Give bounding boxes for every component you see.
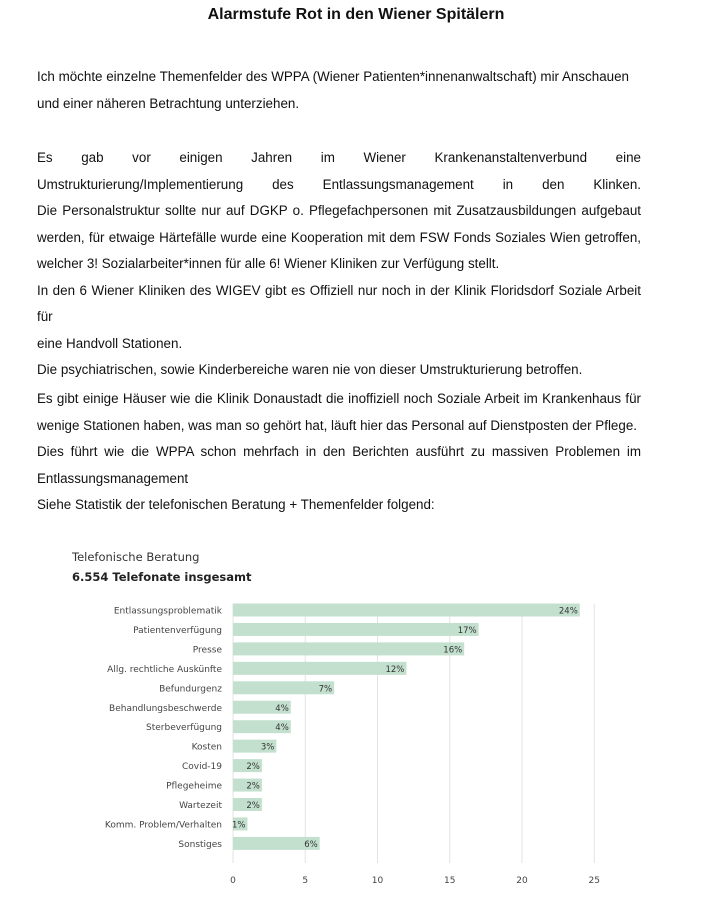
data-label: 12% [385,664,405,675]
category-label: Patientenverfügung [133,625,222,636]
text-line: und einer näheren Betrachtung unterziehen. [37,95,300,111]
chart-subtitle: 6.554 Telefonate insgesamt [72,570,252,584]
x-tick-label: 25 [588,876,600,886]
data-label: 1% [231,820,246,831]
category-label: Behandlungsbeschwerde [109,703,222,714]
text-line: Ich möchte einzelne Themenfelder des WPPA (Wiener Patienten*innenanwaltschaft) mir Anschauen [37,69,629,84]
text-line: Es gibt einige Häuser wie die Klinik Donaustadt die inoffiziell noch Soziale Arbeit im Krankenhaus für [37,391,641,406]
data-label: 4% [275,703,289,714]
text-line: eine Handvoll Stationen. [37,335,183,351]
text-line: Die psychiatrischen, sowie Kinderbereiche waren nie von dieser Umstrukturierung betroffen. [37,362,583,377]
category-label: Wartezeit [179,801,222,811]
text-line: Umstrukturierung/Implementierung des Entlassungsmanagement in den Klinken. [37,176,641,192]
bar [233,604,580,617]
bar-chart [0,597,712,917]
data-label: 7% [318,684,333,695]
category-label: Presse [192,645,222,656]
data-label: 3% [260,742,275,753]
category-label: Pflegeheime [166,781,222,792]
paragraph-restructuring [37,145,641,384]
text-line: werden, für etwaige Härtefälle wurde eine Kooperation mit dem FSW Fonds Soziales Wien getroffen, [37,229,641,245]
x-tick-label: 15 [444,876,456,886]
x-tick-label: 20 [516,876,528,886]
text-line: welcher 3! Sozialarbeiter*innen für alle 6! Wiener Kliniken zur Verfügung stellt. [37,256,500,271]
text-line: Es gab vor einigen Jahren im Wiener Krankenanstaltenverbund eine [37,150,641,165]
category-label: Entlassungsproblematik [113,606,222,617]
category-label: Allg. rechtliche Auskünfte [107,664,222,675]
chart-title: Telefonische Beratung [72,550,200,564]
data-label: 4% [275,723,289,734]
data-label: 2% [246,801,260,811]
text-line: In den 6 Wiener Kliniken des WIGEV gibt es Offiziell nur noch in der Klinik Floridsdorf Soziale Arbeit für [37,282,641,324]
paragraph-problems [37,386,641,519]
bar [233,642,464,655]
bar [233,623,479,636]
text-line: Die Personalstruktur sollte nur auf DGKP o. Pflegefachpersonen mit Zusatzausbildungen aufgebaut [37,203,641,218]
data-label: 2% [246,781,260,792]
x-tick-label: 10 [371,876,384,886]
category-label: Covid-19 [181,762,222,773]
category-label: Kosten [191,742,222,753]
data-label: 24% [558,606,578,617]
x-tick-label: 5 [302,876,309,886]
chart-x-ticks [230,876,600,886]
data-label: 17% [457,625,477,636]
text-line: Entlassungsmanagement [37,470,189,486]
document-title: Alarmstufe Rot in den Wiener Spitälern [207,6,505,23]
text-line: wenige Stationen haben, was man so gehört hat, läuft hier das Personal auf Dienstposten der Pflege. [37,417,637,433]
category-label: Befundurgenz [159,684,222,695]
text-line: Dies führt wie die WPPA schon mehrfach in den Berichten ausführt zu massiven Problemen im [37,444,641,459]
x-tick-label: 0 [230,876,236,886]
data-label: 16% [443,645,463,656]
data-label: 6% [304,839,318,850]
paragraph-intro [37,64,641,117]
category-label: Komm. Problem/Verhalten [104,820,222,831]
category-label: Sterbeverfügung [146,723,222,734]
text-line: Siehe Statistik der telefonischen Beratung + Themenfelder folgend: [37,497,435,512]
chart-category-labels [105,607,223,850]
bar [233,662,406,675]
category-label: Sonstiges [178,839,222,850]
data-label: 2% [246,762,260,773]
